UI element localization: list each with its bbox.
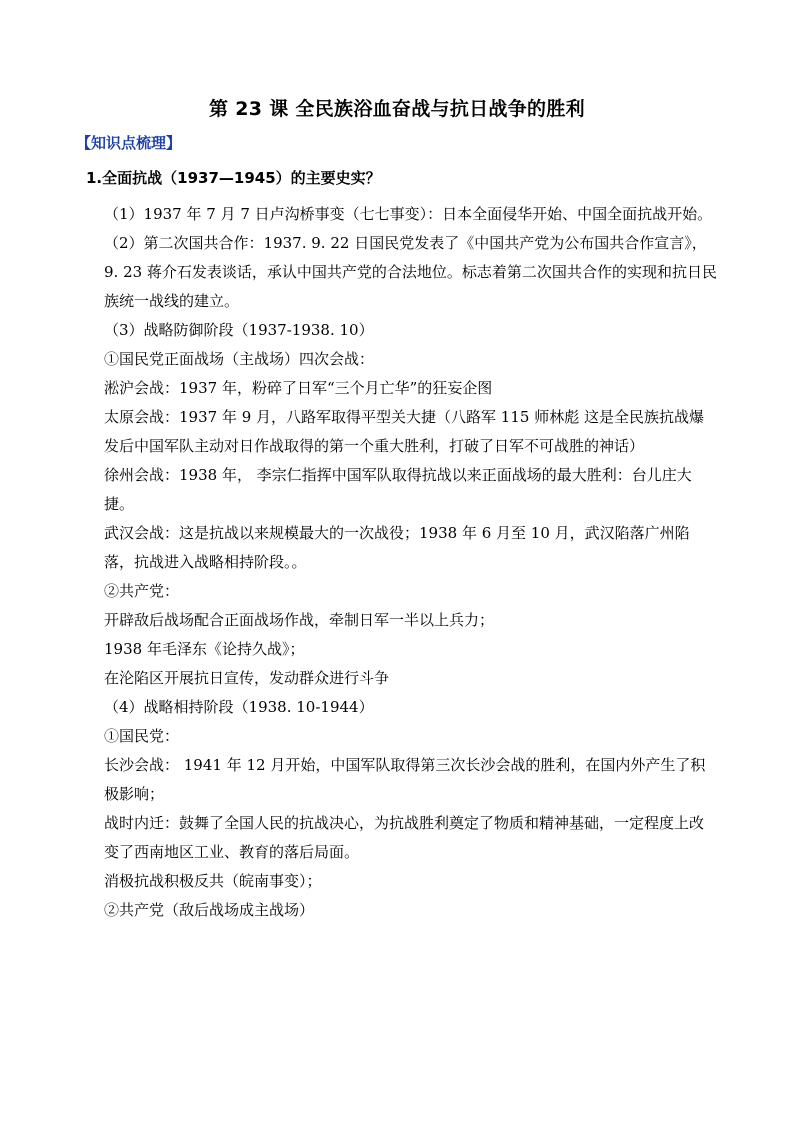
paragraph: 消极抗战积极反共（皖南事变）； — [104, 872, 322, 890]
question-heading: 1.全面抗战（1937—1945）的主要史实？ — [86, 169, 381, 187]
paragraph: ①国民党正面战场（主战场）四次会战： — [104, 350, 375, 368]
page-title: 第 23 课 全民族浴血奋战与抗日战争的胜利 — [209, 98, 585, 120]
section-tag: 【知识点梳理】 — [76, 134, 182, 152]
paragraph: 开辟敌后战场配合正面战场作战，牵制日军一半以上兵力； — [104, 611, 495, 629]
paragraph: 徐州会战：1938 年， 李宗仁指挥中国军队取得抗战以来正面战场的最大胜利：台儿庄大捷。 — [104, 466, 692, 513]
paragraph: 战时内迁：鼓舞了全国人民的抗战决心，为抗战胜利奠定了物质和精神基础，一定程度上改变了西南地区工业、教育的落后局面。 — [104, 814, 705, 861]
content-body — [104, 200, 718, 925]
paragraph: 淞沪会战：1937 年，粉碎了日军“三个月亡华”的狂妄企图 — [104, 379, 493, 397]
paragraph: （3）战略防御阶段（1937-1938. 10） — [104, 321, 374, 339]
paragraph: （2）第二次国共合作：1937. 9. 22 日国民党发表了《中国共产党为公布国共合作宣言》，9. 23 蒋介石发表谈话，承认中国共产党的合法地位。标志着第二次国共合作的实现和抗日民族统一战线的建立。 — [104, 234, 717, 310]
paragraph: 武汉会战：这是抗战以来规模最大的一次战役；1938 年 6 月至 10 月，武汉陷落广州陷落，抗战进入战略相持阶段。。 — [104, 524, 690, 571]
paragraph: ②共产党： — [104, 582, 180, 600]
paragraph: 太原会战：1937 年 9 月，八路军取得平型关大捷（八路军 115 师林彪 这是全民族抗战爆发后中国军队主动对日作战取得的第一个重大胜利，打破了日军不可战胜的神话） — [104, 408, 704, 455]
paragraph: ①国民党： — [104, 727, 180, 745]
paragraph: （4）战略相持阶段（1938. 10-1944） — [104, 698, 374, 716]
paragraph: 长沙会战： 1941 年 12 月开始，中国军队取得第三次长沙会战的胜利，在国内外产生了积极影响； — [104, 756, 706, 803]
paragraph: 1938 年毛泽东《论持久战》； — [104, 640, 305, 658]
paragraph: （1）1937 年 7 月 7 日卢沟桥事变（七七事变）：日本全面侵华开始、中国全面抗战开始。 — [104, 205, 713, 223]
paragraph: ②共产党（敌后战场成主战场） — [104, 901, 315, 919]
paragraph: 在沦陷区开展抗日宣传，发动群众进行斗争 — [104, 669, 390, 687]
